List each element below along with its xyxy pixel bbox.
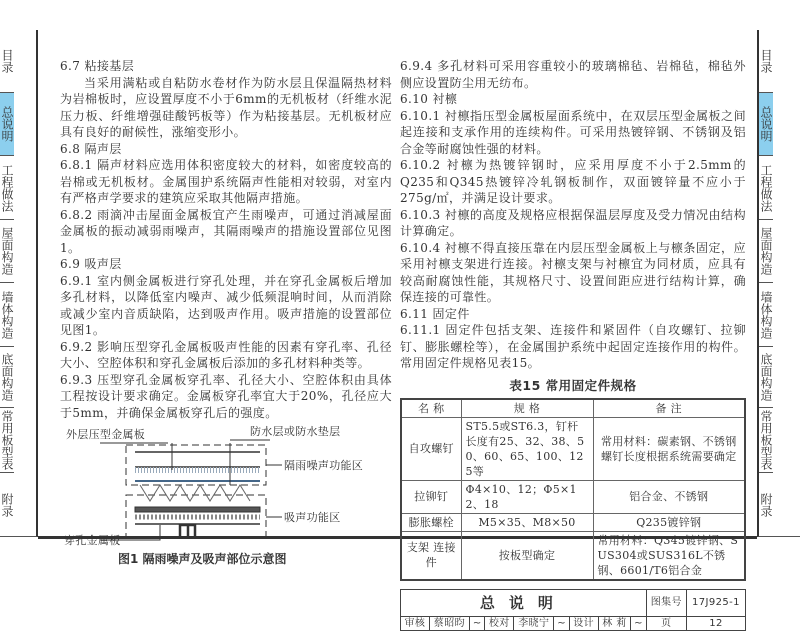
paragraph: 6.10.1 衬檩指压型金属板屋面系统中，在双层压型金属板之间起连接和支承作用的连续构件。可采用热镀锌钢、不锈钢及铝合金等耐腐蚀性强的材料。 xyxy=(400,108,746,156)
tab-roof-construction[interactable]: 屋面构造 xyxy=(759,220,773,283)
right-column xyxy=(400,58,746,631)
paragraph: 6.9.4 多孔材料可采用容重较小的玻璃棉毡、岩棉毡，棉毡外侧应设置防尘用无纺布。 xyxy=(400,59,746,90)
paragraph: 6.9.1 室内侧金属板进行穿孔处理，并在穿孔金属板后增加多孔材料，以降低室内噪声、减少低频混响时间，从而消除或减少室内音质缺陷，达到吸声作用。吸声措施的设置部位见图1。 xyxy=(60,273,392,337)
page-number: 12 xyxy=(686,616,745,630)
figure-1 xyxy=(60,425,395,567)
atlas-number-label: 图集号 xyxy=(646,589,686,616)
cell-remarks: Q235镀锌钢 xyxy=(593,513,745,531)
tab-general-notes[interactable]: 总说明 xyxy=(0,93,14,156)
tab-panel-types[interactable]: 常用板型表 xyxy=(0,408,14,473)
checker-name: 李晓宁 xyxy=(514,616,554,630)
cell-spec: M5×35、M8×50 xyxy=(461,513,593,531)
cell-name: 支架 连接件 xyxy=(401,531,461,580)
reviewer-name: 蔡昭昀 xyxy=(429,616,469,630)
table-row xyxy=(401,480,745,513)
tab-appendix[interactable]: 附录 xyxy=(759,492,773,517)
cell-name: 拉铆钉 xyxy=(401,480,461,513)
section-heading: 6.9 吸声层 xyxy=(60,257,122,271)
tab-panel-types[interactable]: 常用板型表 xyxy=(759,408,773,473)
cell-remarks: 铝合金、不锈钢 xyxy=(593,480,745,513)
fasteners-table xyxy=(400,398,746,581)
left-sidebar xyxy=(0,30,38,537)
paragraph: 当采用满粘或自粘防水卷材作为防水层且保温隔热材料为岩棉板时，应设置厚度不小于6mm的无机板材（纤维水泥压力板、纤维增强硅酸钙板等）作为粘接基层。无机板材应具有良好的耐候性，涨缩变形小。 xyxy=(60,75,392,139)
label-rain-noise-zone: 隔雨噪声功能区 xyxy=(284,459,364,472)
paragraph: 6.10.4 衬檩不得直接压靠在内层压型金属板上与檩条固定，应采用衬檩支架进行连接。衬檩支架与衬檩宜为同材质，应具有较高耐腐蚀性能，其规格尺寸、设置间距应进行结构计算，确保连接的可靠性。 xyxy=(400,240,746,304)
section-heading: 6.11 固定件 xyxy=(400,306,470,321)
tab-appendix[interactable]: 附录 xyxy=(0,492,14,517)
check-label: 校对 xyxy=(485,616,514,630)
label-waterproof-layer: 防水层或防水垫层 xyxy=(250,425,341,438)
atlas-number: 17J925-1 xyxy=(686,589,745,616)
tab-contents[interactable]: 目录 xyxy=(759,30,773,93)
tab-contents[interactable]: 目录 xyxy=(0,30,14,93)
table-row xyxy=(401,417,745,480)
paragraph: 6.10.2 衬檩为热镀锌钢时，应采用厚度不小于2.5mm的Q235和Q345热镀锌冷轧钢板制作，双面镀锌量不应小于275g/㎡，并满足设计要求。 xyxy=(400,158,746,205)
reviewer-signature: ~ xyxy=(470,616,485,630)
cell-name: 膨胀螺栓 xyxy=(401,513,461,531)
table-caption: 表15 常用固定件规格 xyxy=(509,377,637,393)
paragraph: 6.9.3 压型穿孔金属板穿孔率、孔径大小、空腔体积由具体工程按设计要求确定。金属板穿孔率宜大于20%，孔径应大于5mm，并确保金属板穿孔后的强度。 xyxy=(60,372,392,420)
paragraph: 6.8.2 雨滴冲击屋面金属板宜产生雨噪声，可通过消减屋面金属板的振动减弱雨噪声，其隔雨噪声的措施设置部位见图1。 xyxy=(60,207,392,255)
section-heading: 6.7 粘接基层 xyxy=(60,59,135,73)
header-name: 名 称 xyxy=(401,399,461,418)
tab-engineering-methods[interactable]: 工程做法 xyxy=(0,156,14,220)
section-heading: 6.8 隔声层 xyxy=(60,141,122,156)
cell-remarks: 常用材料：Q345镀锌钢、SUS304或SUS316L不锈钢、6601/T6铝合金 xyxy=(593,531,745,580)
cell-remarks: 常用材料：碳素钢、不锈钢 螺钉长度根据系统需要确定 xyxy=(593,417,745,480)
cell-spec: Φ4×10、12；Φ5×12、18 xyxy=(461,480,593,513)
tab-bottom-construction[interactable]: 底面构造 xyxy=(759,347,773,408)
table-header-row xyxy=(401,399,745,418)
tab-roof-construction[interactable]: 屋面构造 xyxy=(0,220,14,283)
right-sidebar xyxy=(757,30,800,537)
review-label: 审核 xyxy=(401,616,430,630)
paragraph: 6.9.2 影响压型穿孔金属板吸声性能的因素有穿孔率、孔径大小、空腔体积和穿孔金属板后添加的多孔材料种类等。 xyxy=(60,339,392,370)
roof-section-diagram xyxy=(60,425,395,550)
title-block xyxy=(400,589,746,631)
left-column xyxy=(60,58,392,567)
tab-engineering-methods[interactable]: 工程做法 xyxy=(759,156,773,220)
table-row xyxy=(401,531,745,580)
drawing-title: 总说明 xyxy=(401,589,647,616)
label-absorption-zone: 吸声功能区 xyxy=(284,511,341,524)
tab-general-notes[interactable]: 总说明 xyxy=(759,93,773,156)
paragraph: 6.11.1 固定件包括支架、连接件和紧固件（自攻螺钉、拉铆钉、膨胀螺栓等），在金属围护系统中起固定连接作用的构件。常用固定件规格见表15。 xyxy=(400,323,746,370)
tab-wall-construction[interactable]: 墙体构造 xyxy=(759,283,773,347)
tab-wall-construction[interactable]: 墙体构造 xyxy=(0,283,14,347)
designer-signature: ~ xyxy=(631,616,646,630)
section-heading: 6.10 衬檩 xyxy=(400,92,458,106)
label-perforated-panel: 穿孔金属板 xyxy=(64,534,121,547)
table-row xyxy=(401,513,745,531)
cell-spec: ST5.5或ST6.3，钉杆长度有25、32、38、50、60、65、100、125等 xyxy=(461,417,593,480)
page-label: 页 xyxy=(646,616,686,630)
header-spec: 规 格 xyxy=(461,399,593,418)
header-remarks: 备 注 xyxy=(593,399,745,418)
cell-name: 自攻螺钉 xyxy=(401,417,461,480)
figure-caption: 图1 隔雨噪声及吸声部位示意图 xyxy=(118,552,287,566)
design-label: 设计 xyxy=(569,616,598,630)
paragraph: 6.8.1 隔声材料应选用体积密度较大的材料，如密度较高的岩棉或无机板材。金属围护系统隔声性能相对较弱，对室内有严格声学要求的建筑应采取其他隔声措施。 xyxy=(60,158,392,205)
designer-name: 林 莉 xyxy=(598,616,631,630)
checker-signature: ~ xyxy=(554,616,569,630)
paragraph: 6.10.3 衬檩的高度及规格应根据保温层厚度及受力情况由结构计算确定。 xyxy=(400,207,746,238)
tab-bottom-construction[interactable]: 底面构造 xyxy=(0,347,14,408)
cell-spec: 按板型确定 xyxy=(461,531,593,580)
label-outer-panel: 外层压型金属板 xyxy=(66,428,146,441)
